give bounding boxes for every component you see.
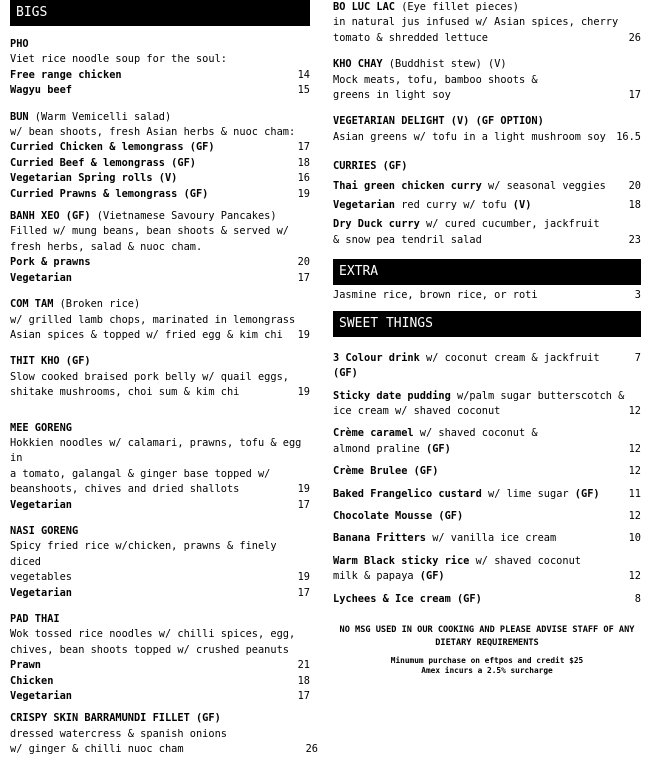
price-row: [10, 586, 310, 601]
variant-name: Vegetarian: [10, 690, 72, 703]
dish-description: shitake mushrooms, choi sum & kim chi: [10, 386, 240, 399]
price: 26: [305, 743, 318, 756]
price-row: [10, 328, 310, 343]
menu-item-banh-xeo: [10, 209, 310, 286]
price: 19: [297, 571, 310, 584]
variant-name: Curried Beef & lemongrass (GF): [10, 156, 196, 169]
menu-item-nasi-goreng: [10, 524, 310, 601]
price: 26: [628, 31, 641, 44]
price-row: [333, 531, 641, 546]
price-row: [10, 171, 310, 186]
dish-description: vegetables: [10, 571, 72, 584]
price-row: [10, 482, 310, 497]
price-row: [333, 569, 641, 584]
price: 19: [297, 187, 310, 200]
price-row: [10, 742, 318, 757]
dish-description: greens in light soy: [333, 89, 451, 102]
price-row: [10, 156, 310, 171]
menu-item-com-tam: [10, 297, 310, 343]
extra-description: Jasmine rice, brown rice, or roti: [333, 289, 538, 302]
notice-line: DIETARY REQUIREMENTS: [435, 637, 539, 648]
dish-name: Vegetarian: [333, 199, 395, 212]
price: 15: [297, 84, 310, 97]
price: 18: [297, 156, 310, 169]
dish-subtitle: (Broken rice): [53, 298, 141, 311]
price-row: [333, 88, 641, 103]
section-header-bigs: BIGS: [10, 0, 310, 26]
variant-name: Curried Chicken & lemongrass (GF): [10, 141, 215, 154]
price: 17: [297, 141, 310, 154]
dish-description: w/palm sugar butterscotch &: [450, 389, 625, 402]
dish-name: Lychees & Ice cream (GF): [333, 592, 482, 605]
price: 7: [634, 351, 641, 364]
price: 20: [297, 256, 310, 269]
dish-description: w/ seasonal veggies: [481, 179, 606, 192]
price: 12: [628, 465, 641, 478]
dietary-tag: (V): [512, 199, 532, 212]
dish-description: dressed watercress & spanish onions: [10, 727, 227, 740]
menu-item-kho-chay: [333, 57, 641, 103]
menu-item-bo-luc-lac: [333, 0, 641, 46]
price-row: [10, 674, 310, 689]
dish-description: Asian spices & topped w/ fried egg & kim chi: [10, 328, 283, 341]
dietary-tag: (GF): [333, 367, 358, 380]
price: 16: [297, 172, 310, 185]
dish-name: Crème Brulee (GF): [333, 465, 439, 478]
price-row: [10, 689, 310, 704]
variant-name: Pork & prawns: [10, 256, 91, 269]
price-row: [10, 255, 310, 270]
dish-description: w/ grilled lamb chops, marinated in lemongrass: [10, 313, 296, 326]
price: 18: [297, 674, 310, 687]
price-row: [10, 271, 310, 286]
price-row: [333, 442, 641, 457]
dish-title: BO LUC LAC: [333, 1, 395, 13]
price: 8: [634, 592, 641, 605]
price: 12: [628, 570, 641, 583]
dish-description: red curry w/ tofu: [395, 199, 513, 212]
dish-name: Warm Black sticky rice: [333, 554, 470, 567]
variant-name: Prawn: [10, 659, 41, 672]
section-header-extra: EXTRA: [333, 259, 641, 285]
price-row: [10, 658, 310, 673]
price-row: [333, 404, 641, 419]
dish-description: w/ coconut cream & jackfruit: [419, 351, 600, 364]
section-header-sweet-things: SWEET THINGS: [333, 311, 641, 337]
dish-title: NASI GORENG: [10, 524, 79, 537]
dish-name: Thai green chicken curry: [333, 179, 482, 192]
dish-title: BANH XEO (GF): [10, 210, 91, 223]
price-row: [333, 179, 641, 194]
price: 3: [634, 289, 641, 302]
menu-item-pho: [10, 37, 310, 99]
variant-name: Vegetarian: [10, 586, 72, 599]
dish-title: BUN: [10, 110, 29, 123]
price: 11: [628, 487, 641, 500]
dietary-notice: [333, 624, 641, 677]
price-row: [333, 233, 641, 248]
menu-item-pad-thai: [10, 612, 310, 704]
variant-name: Free range chicken: [10, 68, 122, 81]
price-row: [10, 385, 310, 400]
price-row: [10, 498, 310, 513]
dish-title: PAD THAI: [10, 613, 60, 625]
dish-description: fresh herbs, salad & nuoc cham.: [10, 240, 203, 253]
variant-name: Vegetarian: [10, 271, 72, 284]
price-row: [333, 130, 641, 145]
price-row: [10, 187, 310, 202]
dish-description: milk & papaya: [333, 570, 420, 583]
price: 17: [297, 498, 310, 511]
variant-name: Vegetarian Spring rolls (V): [10, 172, 178, 185]
notice-line: NO MSG USED IN OUR COOKING AND PLEASE ADVISE STAFF OF ANY: [339, 624, 635, 635]
price: 17: [297, 586, 310, 599]
variant-name: Wagyu beef: [10, 84, 72, 97]
price-row: [333, 464, 641, 479]
price-row: [10, 83, 310, 98]
dish-description: Spicy fried rice w/chicken, prawns & finely diced: [10, 540, 277, 568]
price-row: [10, 140, 310, 155]
menu-item-barramundi: [10, 711, 318, 757]
dish-description: tomato & shredded lettuce: [333, 31, 488, 44]
dish-description: w/ vanilla ice cream: [426, 532, 557, 545]
dish-description: Filled w/ mung beans, bean shoots & served w/: [10, 225, 289, 238]
dish-description: Slow cooked braised pork belly w/ quail eggs,: [10, 370, 289, 383]
dish-name: Baked Frangelico custard: [333, 487, 482, 500]
price: 16.5: [616, 130, 641, 143]
menu-item-vegetarian-delight: [333, 114, 641, 145]
price: 21: [297, 659, 310, 672]
variant-name: Vegetarian: [10, 498, 72, 511]
menu-item-bun: [10, 110, 310, 202]
price-row: [333, 198, 641, 213]
dish-description: Wok tossed rice noodles w/ chilli spices, egg,: [10, 628, 296, 641]
dish-title: MEE GORENG: [10, 421, 72, 434]
dish-name: Sticky date pudding: [333, 389, 451, 402]
dish-description: a tomato, galangal & ginger base topped w/: [10, 467, 271, 480]
price: 12: [628, 442, 641, 455]
price: 19: [297, 328, 310, 341]
price: 10: [628, 532, 641, 545]
dish-name: Crème caramel: [333, 427, 414, 440]
dish-title: COM TAM: [10, 298, 54, 311]
price-row: [333, 351, 641, 382]
dish-description: w/ shaved coconut: [469, 554, 581, 567]
variant-name: Curried Prawns & lemongrass (GF): [10, 187, 209, 200]
dish-description: & snow pea tendril salad: [333, 233, 482, 246]
price: 17: [297, 271, 310, 284]
menu-item-thit-kho: [10, 354, 310, 400]
dish-title: KHO CHAY: [333, 58, 383, 71]
menu-left-column: [10, 0, 318, 758]
dish-name: Chocolate Mousse (GF): [333, 509, 464, 522]
dish-description: Asian greens w/ tofu in a light mushroom soy: [333, 130, 606, 143]
dish-name: Dry Duck curry: [333, 218, 420, 231]
dish-subtitle: (Eye fillet pieces): [395, 1, 519, 13]
dish-title: CURRIES (GF): [333, 160, 408, 173]
dish-description: ice cream w/ shaved coconut: [333, 404, 501, 417]
price: 17: [297, 690, 310, 703]
dish-title: CRISPY SKIN BARRAMUNDI FILLET (GF): [10, 712, 221, 725]
price-row: [333, 31, 641, 46]
price: 19: [297, 386, 310, 399]
price: 20: [628, 179, 641, 192]
dish-title: VEGETARIAN DELIGHT (V) (GF OPTION): [333, 115, 544, 128]
price: 12: [628, 404, 641, 417]
price-row: [333, 509, 641, 524]
dietary-tag: (GF): [426, 442, 451, 455]
payment-note: Minumum purchase on eftpos and credit $25: [390, 655, 584, 665]
dish-description: chives, bean shoots topped w/ crushed peanuts: [10, 643, 289, 656]
dish-description: w/ lime sugar: [481, 487, 575, 500]
dish-description: Hokkien noodles w/ calamari, prawns, tofu & egg in: [10, 436, 302, 465]
price: 17: [628, 89, 641, 102]
dish-description: w/ shaved coconut &: [413, 427, 538, 440]
menu-item-mee-goreng: [10, 421, 310, 513]
price-row: [333, 487, 641, 502]
dish-description: w/ cured cucumber, jackfruit: [419, 218, 600, 231]
variant-name: Chicken: [10, 674, 54, 687]
price: 14: [297, 68, 310, 81]
dish-description: beanshoots, chives and dried shallots: [10, 483, 240, 496]
dish-description: almond praline: [333, 442, 426, 455]
dish-name: Banana Fritters: [333, 532, 426, 545]
menu-section-desserts: [333, 351, 641, 607]
dish-description: w/ ginger & chilli nuoc cham: [10, 743, 184, 756]
price-row: [333, 288, 641, 303]
dish-subtitle: (Vietnamese Savoury Pancakes): [90, 210, 277, 223]
price: 18: [628, 199, 641, 212]
dish-title: PHO: [10, 38, 29, 50]
price: 12: [628, 509, 641, 522]
dish-description: w/ bean shoots, fresh Asian herbs & nuoc cham:: [10, 126, 296, 139]
price-row: [10, 68, 310, 83]
price: 23: [628, 233, 641, 246]
price: 19: [297, 483, 310, 496]
dietary-tag: (GF): [574, 487, 600, 500]
dish-name: 3 Colour drink: [333, 351, 420, 364]
dish-subtitle: (Warm Vemicelli salad): [28, 110, 172, 123]
dish-description: Viet rice noodle soup for the soul:: [10, 53, 227, 66]
dish-description: in natural jus infused w/ Asian spices, cherry: [333, 16, 619, 29]
price-row: [10, 570, 310, 585]
price-row: [333, 592, 641, 607]
menu-right-column: [333, 0, 641, 677]
dish-title: THIT KHO (GF): [10, 355, 91, 368]
menu-section-curries: [333, 159, 641, 248]
payment-note: Amex incurs a 2.5% surcharge: [421, 666, 553, 676]
dish-description: Mock meats, tofu, bamboo shoots &: [333, 73, 538, 86]
dish-subtitle: (Buddhist stew) (V): [382, 58, 507, 71]
dietary-tag: (GF): [419, 570, 445, 583]
